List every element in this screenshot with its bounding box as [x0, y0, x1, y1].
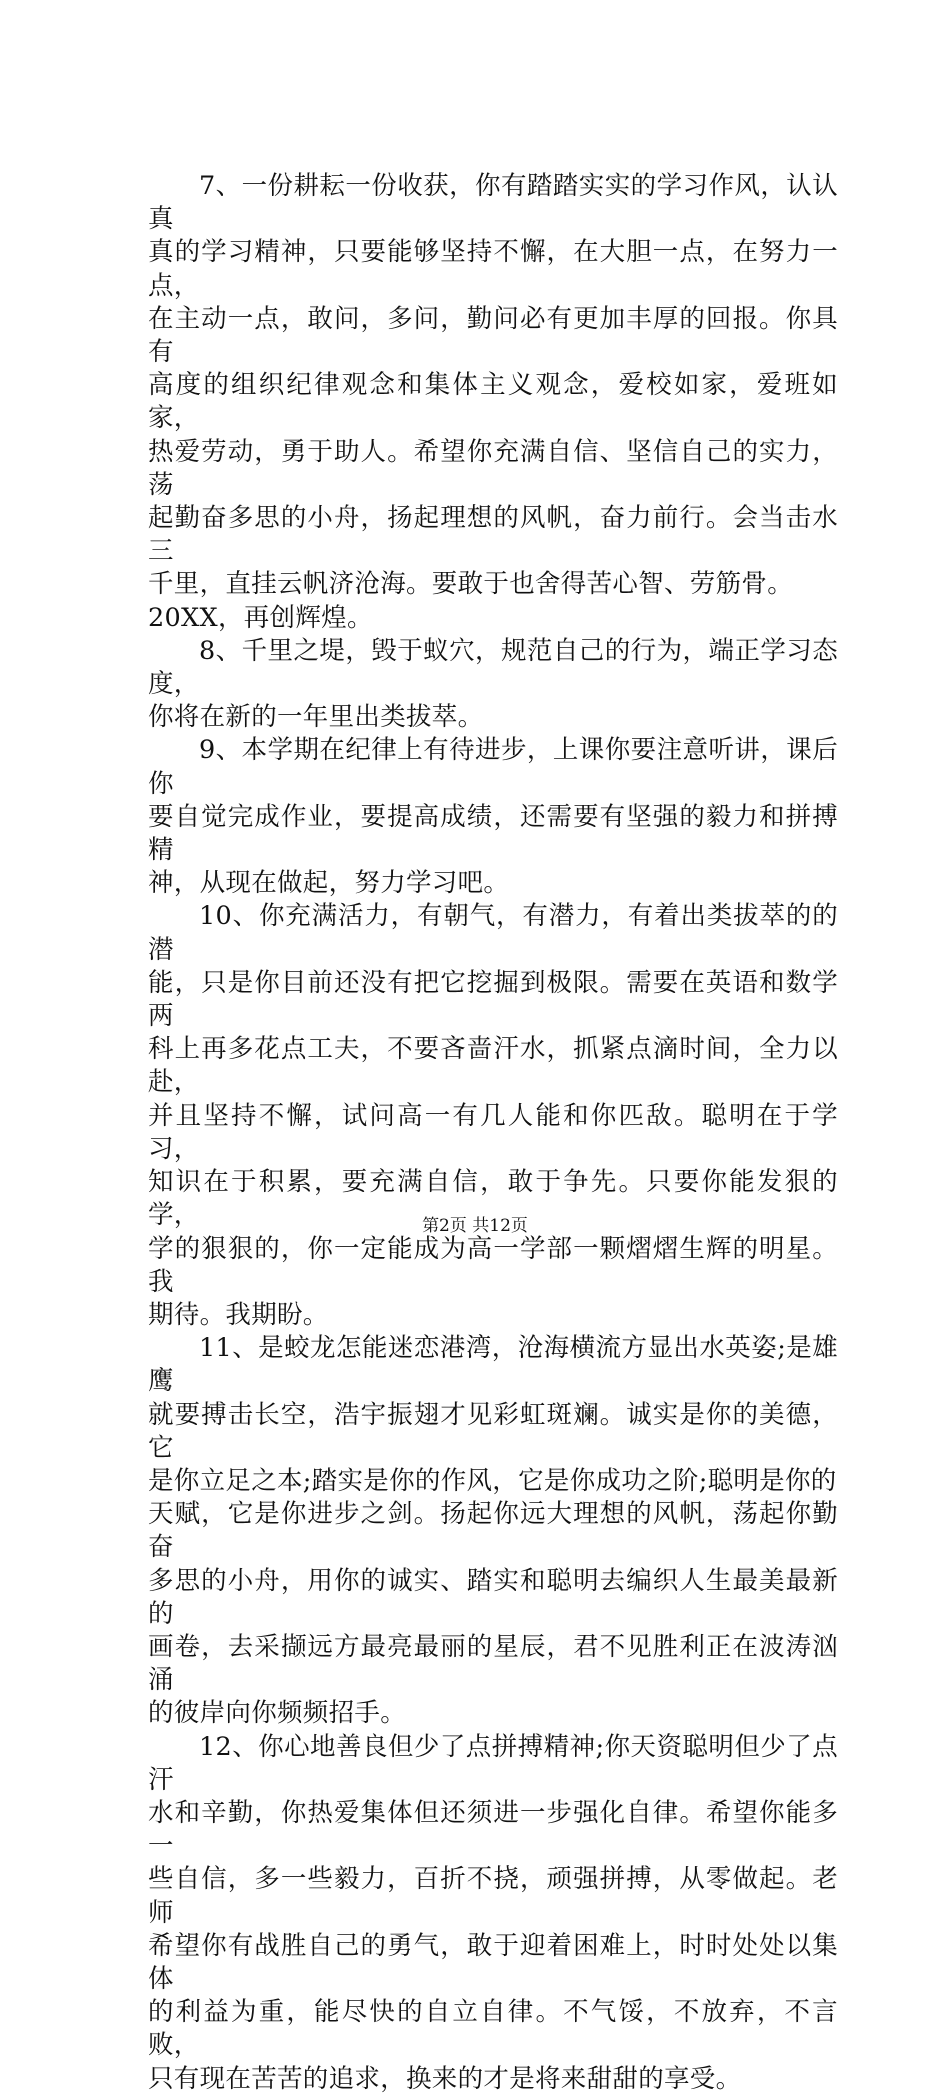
- page-number-footer: 第2页 共12页: [422, 1216, 528, 1236]
- paragraph-10: 10、你充满活力，有朝气，有潜力，有着出类拔萃的的潜 能，只是你目前还没有把它挖掘到极限。需要在英语和数学两 科上再多花点工夫，不要吝啬汗水，抓紧点滴时间，全力以赴， 并且坚持不懈，试问高一有几人能和你匹敌。聪明在于学习， 知识在于积累，要充满自信，敢于争先。只要你能发狠的学， 学的狠狠的，你一定能成为高一学部一颗熠熠生辉的明星。我 期待。我期盼。: [148, 901, 838, 1330]
- document-body: [148, 170, 838, 2096]
- paragraph-9: 9、本学期在纪律上有待进步，上课你要注意听讲，课后你 要自觉完成作业，要提高成绩，还需要有坚强的毅力和拼搏精 神，从现在做起，努力学习吧。: [148, 735, 838, 899]
- paragraph-12: 12、你心地善良但少了点拼搏精神;你天资聪明但少了点汗 水和辛勤，你热爱集体但还须进一步强化自律。希望你能多一 些自信，多一些毅力，百折不挠，顽强拼搏，从零做起。老师 希望你有战胜自己的勇气，敢于迎着困难上，时时处处以集体 的利益为重，能尽快的自立自律。不气馁，不放弃，不言败， 只有现在苦苦的追求，换来的才是将来甜甜的享受。: [148, 1731, 838, 2094]
- paragraph-11: 11、是蛟龙怎能迷恋港湾，沧海横流方显出水英姿;是雄鹰 就要搏击长空，浩宇振翅才见彩虹斑斓。诚实是你的美德，它 是你立足之本;踏实是你的作风，它是你成功之阶;聪明是你的 天赋，它是你进步之剑。扬起你远大理想的风帆，荡起你勤奋 多思的小舟，用你的诚实、踏实和聪明去编织人生最美最新的 画卷，去采撷远方最亮最丽的星辰，君不见胜利正在波涛汹涌 的彼岸向你频频招手。: [148, 1333, 838, 1729]
- paragraph-7: 7、一份耕耘一份收获，你有踏踏实实的学习作风，认认真 真的学习精神，只要能够坚持不懈，在大胆一点，在努力一点， 在主动一点，敢问，多问，勤问必有更加丰厚的回报。你具有 高度的组织纪律观念和集体主义观念，爱校如家，爱班如家， 热爱劳动，勇于助人。希望你充满自信、坚信自己的实力，荡 起勤奋多思的小舟，扬起理想的风帆，奋力前行。会当击水三 千里，直挂云帆济沧海。要敢于也舍得苦心智、劳筋骨。 20XX，再创辉煌。: [148, 171, 838, 633]
- paragraph-8: 8、千里之堤，毁于蚁穴，规范自己的行为，端正学习态度， 你将在新的一年里出类拔萃。: [148, 635, 838, 733]
